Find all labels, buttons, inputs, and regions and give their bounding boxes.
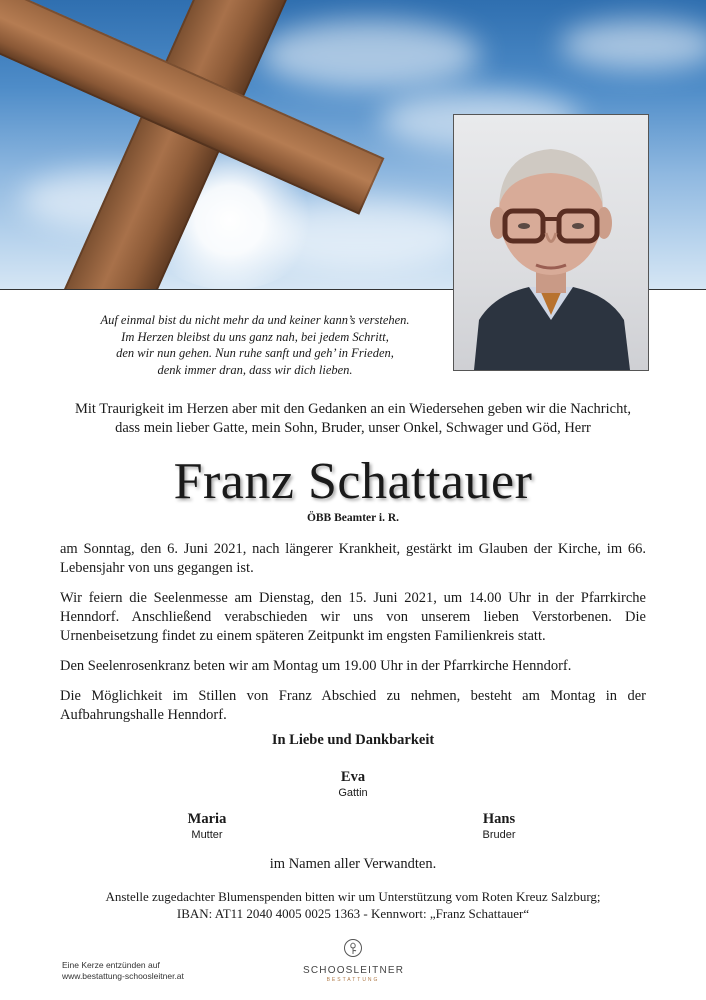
portrait-figure [454,115,648,370]
intro-line: dass mein lieber Gatte, mein Sohn, Bruder, unser Onkel, Schwager und Göd, Herr [115,420,591,436]
announcement-intro [60,400,646,438]
member-relation: Mutter [191,829,223,841]
logo-subtitle: BESTATTUNG [326,977,380,983]
intro-line: Mit Traurigkeit im Herzen aber mit den Gedanken an ein Wiedersehen geben wir die Nachricht, [74,401,631,417]
family-member [399,810,599,842]
quote-line: den wir nun gehen. Nun ruhe sanft und geh’ in Frieden, [116,346,394,360]
body-paragraph: Die Möglichkeit im Stillen von Franz Abschied zu nehmen, besteht am Montag in der Aufbahrungshalle Henndorf. [60,688,646,723]
candle-text: Eine Kerze entzünden auf [62,960,160,970]
funeral-home-logo [303,938,403,983]
member-name: Eva [340,769,366,785]
member-relation: Bruder [482,829,516,841]
logo-brand: SCHOOSLEITNER [303,965,405,976]
portrait-photo [453,114,649,371]
candle-link[interactable]: www.bestattung-schoosleitner.at [62,971,184,981]
cloud [260,20,480,90]
donation-line: Anstelle zugedachter Blumenspenden bitten wir um Unterstützung vom Roten Kreuz Salzburg; [105,889,601,904]
member-name: Hans [482,811,516,827]
body-paragraph: Den Seelenrosenkranz beten wir am Montag um 19.00 Uhr in der Pfarrkirche Henndorf. [60,658,572,674]
member-name: Maria [187,811,227,827]
candle-notice [62,960,184,982]
member-relation: Gattin [338,787,368,799]
quote-line: Im Herzen bleibst du uns ganz nah, bei jedem Schritt, [121,329,389,344]
rose-icon [343,938,363,958]
body-paragraph: am Sonntag, den 6. Juni 2021, nach längerer Krankheit, gestärkt im Glauben der Kirche, im 66. Lebensjahr von uns gegangen ist. [60,541,646,576]
family-member [107,810,307,842]
announcement-body [60,540,646,736]
family-member [253,768,453,800]
donation-line: IBAN: AT11 2040 4005 0025 1363 - Kennwort: „Franz Schattauer“ [176,906,530,921]
cloud [560,20,706,70]
body-paragraph: Wir feiern die Seelenmesse am Dienstag, den 15. Juni 2021, um 14.00 Uhr in der Pfarrkirche Henndorf. Anschließend verabschieden wir uns von unserem lieben Verstorbenen. Die Urnenbeisetzung findet zu einem späteren Zeitpunkt im engsten Familienkreis statt. [60,590,646,644]
quote-line: denk immer dran, dass wir dich lieben. [157,362,353,377]
relatives-line: im Namen aller Verwandten. [269,856,437,872]
deceased-name: Franz Schattauer [173,453,533,510]
memorial-quote [60,312,450,378]
family-heading: In Liebe und Dankbarkeit [271,732,435,748]
deceased-occupation: ÖBB Beamter i. R. [306,512,400,524]
quote-line: Auf einmal bist du nicht mehr da und keiner kann’s verstehen. [100,313,410,327]
donation-note [0,888,706,922]
